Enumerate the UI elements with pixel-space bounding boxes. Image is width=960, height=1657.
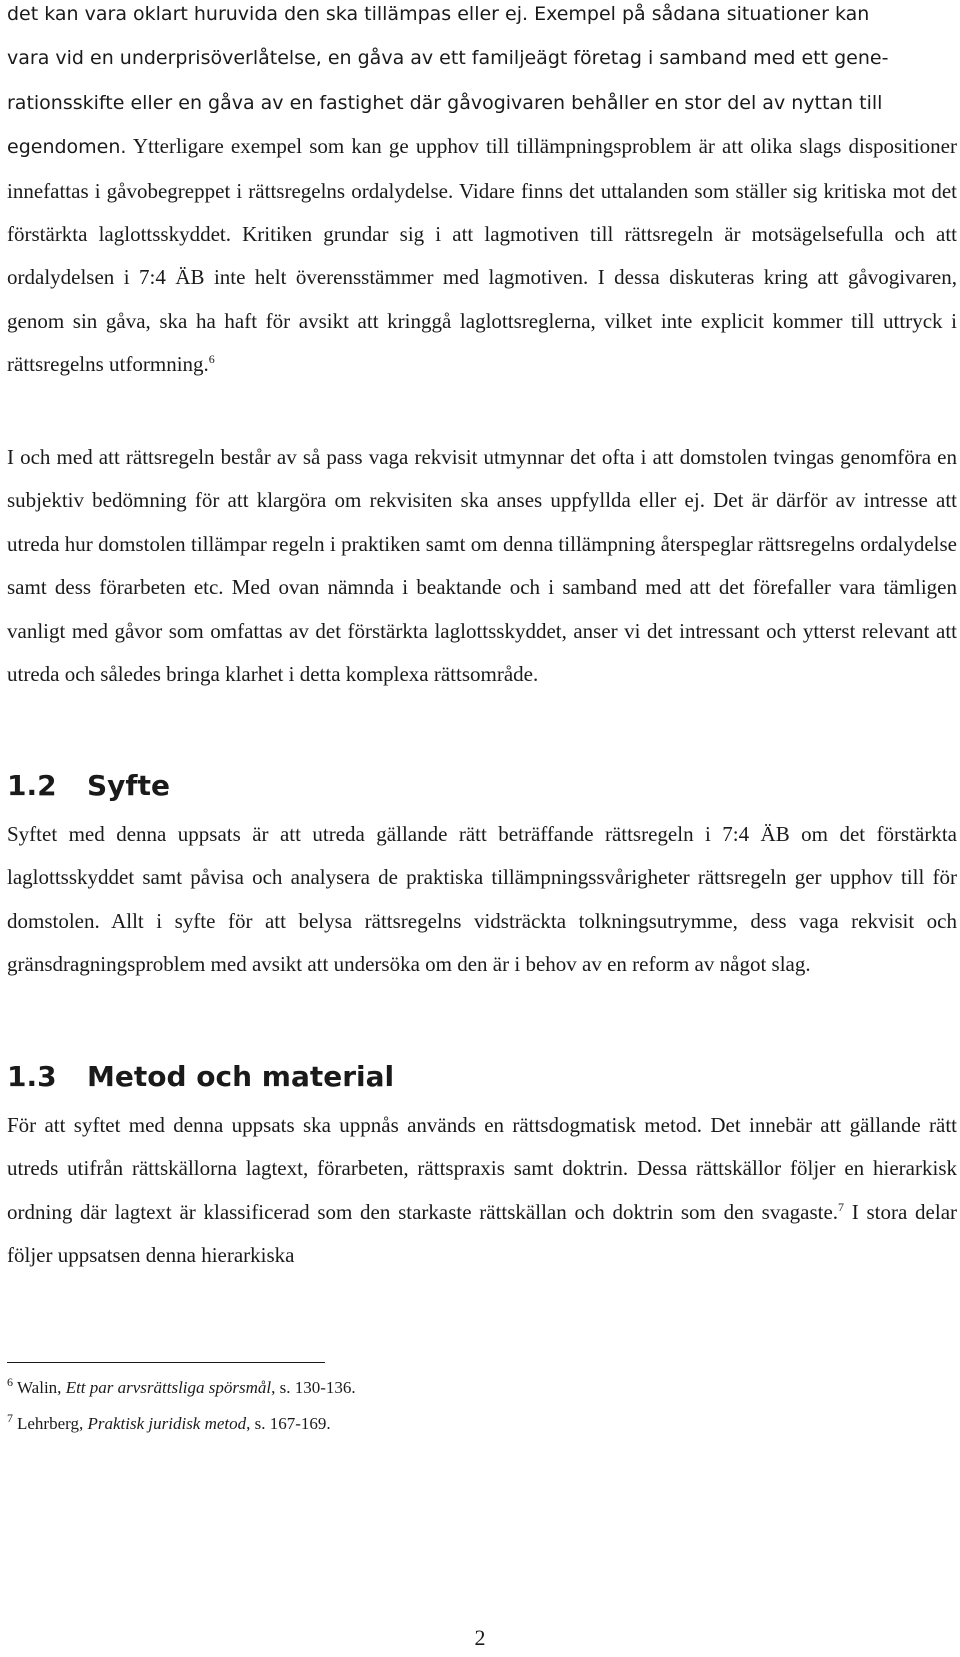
paragraph-metod-part-b: I stora delar följer uppsatsen denna hierarkiska: [7, 1199, 958, 1268]
paragraph-syfte-text: Syftet med denna uppsats är att utreda gällande rätt beträffande rättsregeln i 7:4 ÄB om det förstärkta laglottsskyddet samt påvisa och analysera de praktiska tillämpningssvårigheter rättsregeln ger upphov till för domstolen. Allt i syfte för att belysa rättsregelns vidsträckta tolkningsutrymme, dess vaga rekvisit och gränsdragningsproblem med avsikt att undersöka om den är i behov av en reform av något slag.: [7, 822, 957, 977]
paragraph-syfte: [7, 813, 957, 987]
footnote-separator: [7, 1362, 325, 1363]
footnote-title: Ett par arvsrättsliga spörsmål: [65, 1378, 272, 1397]
section-heading-metod: [7, 1060, 394, 1093]
footnote-number: 7: [7, 1411, 13, 1426]
section-title: Metod och material: [87, 1060, 395, 1093]
paragraph-1-continued: Ytterligare exempel som kan ge upphov till tillämpningsproblem är att olika slags dispositioner innefattas i gåvobegreppet i rättsregelns ordalydelse. Vidare finns det uttalanden som ställer sig kritiska mot det förstärkta laglottsskyddet. Kritiken grundar sig i att lagmotiven till rättsregeln är motsägelsefulla och att ordalydelsen i 7:4 ÄB inte helt överensstämmer med lagmotiven. I dessa diskuteras kring att gåvogivaren, genom sin gåva, ska ha haft för avsikt att kringgå laglottsreglerna, vilket inte explicit kommer till uttryck i rättsregelns utformning.: [7, 134, 957, 377]
footnote-ref-6: 6: [208, 352, 215, 367]
paragraph-metod: [7, 1104, 957, 1278]
paragraph-2-text: I och med att rättsregeln består av så pass vaga rekvisit utmynnar det ofta i att domstolen tvingas genomföra en subjektiv bedömning för att klargöra om rekvisiten ska anses uppfyllda eller ej. Det är därför av intresse att utreda hur domstolen tillämpar regeln i praktiken samt om denna tillämpning återspeglar rättsregelns ordalydelse samt dess förarbeten etc. Med ovan nämnda i beaktande och i samband med att det förefaller vara tämligen vanligt med gåvor som omfattas av det förstärkta laglottsskyddet, anser vi det intressant och ytterst relevant att utreda och således bringa klarhet i detta komplexa rättsområde.: [7, 445, 957, 687]
section-number: 1.3: [7, 1060, 57, 1093]
paragraph-2: [7, 436, 957, 696]
section-heading-syfte: [7, 769, 170, 802]
footnote-ref-7: 7: [838, 1199, 845, 1214]
paragraph-1-line-2: vara vid en underprisöverlåtelse, en gåva av ett familjeägt företag i samband med ett gene-: [7, 47, 889, 70]
page-number: 2: [474, 1625, 486, 1650]
footnote-6: [7, 1377, 356, 1399]
section-number: 1.2: [7, 769, 57, 802]
footnote-pages: , s. 167-169.: [246, 1414, 331, 1433]
paragraph-1-text: [7, 0, 957, 387]
footnote-pages: , s. 130-136.: [271, 1378, 356, 1397]
paragraph-metod-part-a: För att syftet med denna uppsats ska uppnås används en rättsdogmatisk metod. Det innebär att gällande rätt utreds utifrån rättskällorna lagtext, förarbeten, rättspraxis samt doktrin. Dessa rättskällor följer en hierarkisk ordning där lagtext är klassificerad som den starkaste rättskällan och doktrin som den svagaste.: [7, 1113, 957, 1224]
paragraph-metod-text: [7, 1104, 957, 1278]
footnote-7: [7, 1413, 331, 1435]
footnote-author: Lehrberg,: [17, 1414, 84, 1433]
paragraph-1-line-4-start: egendomen.: [7, 136, 127, 159]
section-title: Syfte: [87, 769, 170, 802]
footnote-number: 6: [7, 1375, 13, 1390]
footnote-author: Walin,: [17, 1378, 62, 1397]
paragraph-1-line-3: rationsskifte eller en gåva av en fastighet där gåvogivaren behåller en stor del av nyttan till: [7, 91, 883, 114]
paragraph-1: [7, 0, 957, 387]
footnote-title: Praktisk juridisk metod: [87, 1414, 247, 1433]
paragraph-1-line-1: det kan vara oklart huruvida den ska tillämpas eller ej. Exempel på sådana situationer kan: [7, 3, 870, 25]
